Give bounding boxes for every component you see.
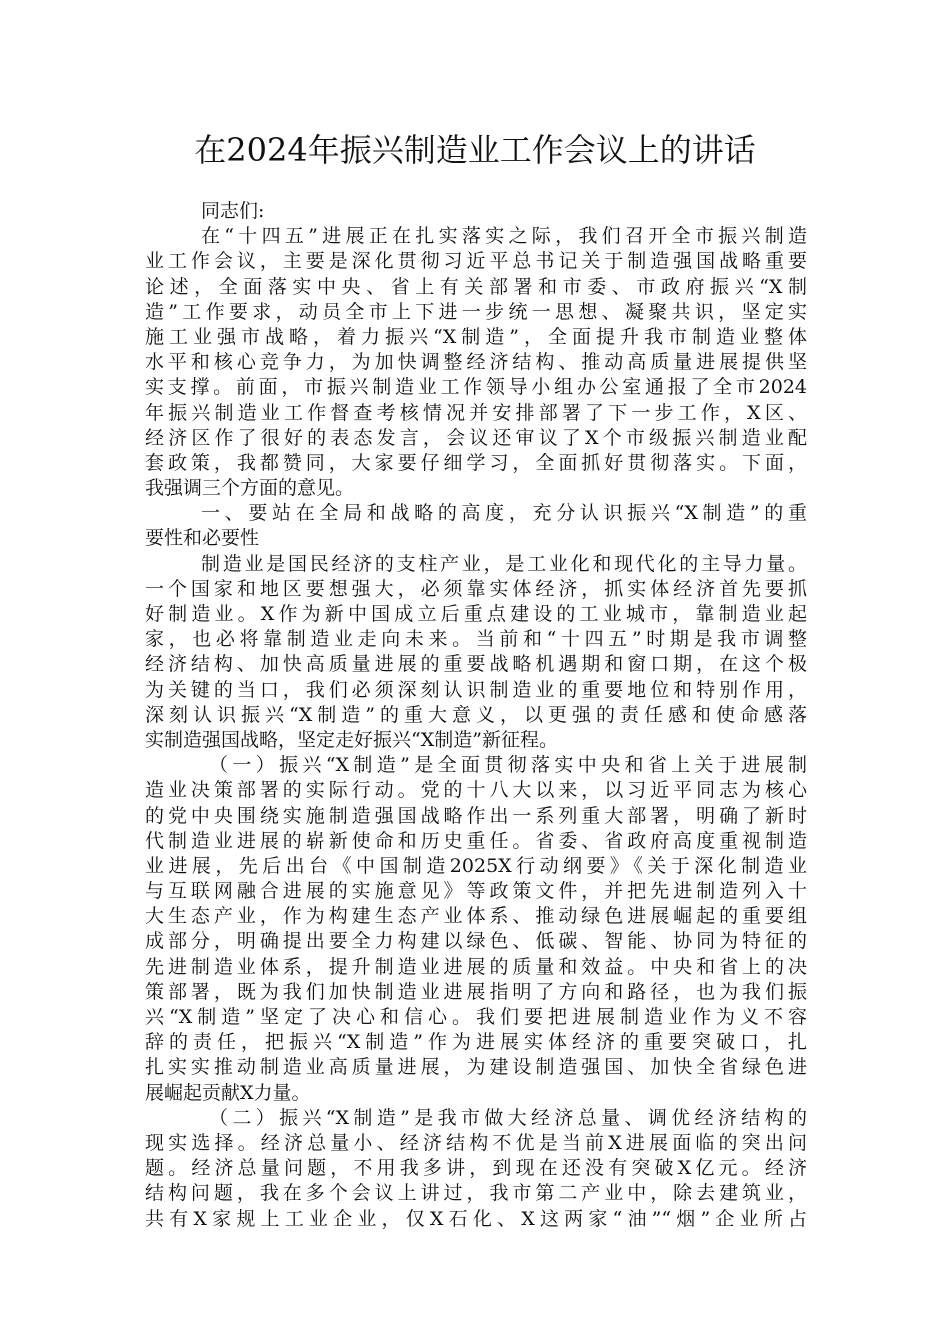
text-line: （一）振兴“X制造”是全面贯彻落实中央和省上关于进展制 — [209, 754, 807, 777]
text-line: 与互联网融合进展的实施意见》等政策文件，并把先进制造列入十 — [145, 880, 807, 903]
text-line: 的党中央围绕实施制造强国战略作出一系列重大部署，明确了新时 — [145, 804, 807, 827]
document-body — [145, 199, 807, 1232]
text-line: 套政策，我都赞同，大家要仔细学习，全面抓好贯彻落实。下面， — [145, 451, 807, 474]
text-line: 一个国家和地区要想强大，必须靠实体经济，抓实体经济首先要抓 — [145, 577, 807, 600]
text-line: 同志们: — [201, 200, 265, 222]
text-line: 业进展，先后出台《中国制造2025X行动纲要》《关于深化制造业 — [145, 854, 807, 877]
text-line: 实制造强国战略，坚定走好振兴“X制造”新征程。 — [145, 728, 558, 751]
page-title: 在2024年振兴制造业工作会议上的讲话 — [194, 131, 756, 169]
text-line: 实支撑。前面，市振兴制造业工作领导小组办公室通报了全市2024 — [145, 376, 807, 399]
text-line: 题。经济总量问题，不用我多讲，到现在还没有突破X亿元。经济 — [145, 1157, 807, 1180]
text-line: 兴“X制造”坚定了决心和信心。我们要把进展制造业作为义不容 — [145, 1006, 807, 1028]
text-line: 在“十四五”进展正在扎实落实之际，我们召开全市振兴制造 — [201, 225, 807, 248]
text-line: 先进制造业体系，提升制造业进展的质量和效益。中央和省上的决 — [145, 955, 807, 978]
text-line: 要性和必要性 — [145, 527, 260, 550]
text-line: 造”工作要求，动员全市上下进一步统一思想、凝聚共识，坚定实 — [145, 300, 807, 323]
text-line: 辞的责任，把振兴“X制造”作为进展实体经济的重要突破口，扎 — [145, 1031, 807, 1054]
text-line: 好制造业。X作为新中国成立后重点建设的工业城市，靠制造业起 — [145, 603, 807, 625]
text-line: 深刻认识振兴“X制造”的重大意义，以更强的责任感和使命感落 — [145, 703, 807, 726]
text-line: 扎实实推动制造业高质量进展，为建设制造强国、加快全省绿色进 — [145, 1056, 807, 1079]
text-line: 水平和核心竞争力，为加快调整经济结构、推动高质量进展提供坚 — [145, 351, 807, 374]
text-line: （二）振兴“X制造”是我市做大经济总量、调优经济结构的 — [209, 1106, 807, 1129]
text-line: 展崛起贡献X力量。 — [145, 1081, 311, 1104]
text-line: 共有X家规上工业企业，仅X石化、X这两家“油”“烟”企业所占 — [145, 1207, 807, 1230]
text-line: 成部分，明确提出要全力构建以绿色、低碳、智能、协同为特征的 — [145, 930, 807, 953]
text-line: 家，也必将靠制造业走向未来。当前和“十四五”时期是我市调整 — [145, 628, 807, 651]
text-line: 施工业强市战略，着力振兴“X制造”，全面提升我市制造业整体 — [145, 325, 807, 348]
text-line: 经济区作了很好的表态发言，会议还审议了X个市级振兴制造业配 — [145, 426, 807, 449]
text-line: 代制造业进展的崭新使命和历史重任。省委、省政府高度重视制造 — [145, 829, 807, 852]
text-line: 年振兴制造业工作督查考核情况并安排部署了下一步工作，X区、 — [145, 401, 807, 424]
text-line: 经济结构、加快高质量进展的重要战略机遇期和窗口期，在这个极 — [145, 653, 807, 676]
text-line: 论述，全面落实中央、省上有关部署和市委、市政府振兴“X制 — [145, 275, 807, 298]
text-line: 制造业是国民经济的支柱产业，是工业化和现代化的主导力量。 — [201, 552, 807, 575]
text-line: 一、要站在全局和战略的高度，充分认识振兴“X制造”的重 — [201, 502, 807, 525]
text-line: 大生态产业，作为构建生态产业体系、推动绿色进展崛起的重要组 — [145, 905, 807, 928]
text-line: 现实选择。经济总量小、经济结构不优是当前X进展面临的突出问 — [145, 1131, 807, 1154]
text-line: 业工作会议，主要是深化贯彻习近平总书记关于制造强国战略重要 — [145, 250, 807, 273]
text-line: 结构问题，我在多个会议上讲过，我市第二产业中，除去建筑业， — [145, 1182, 807, 1205]
text-line: 为关键的当口，我们必须深刻认识制造业的重要地位和特别作用， — [145, 678, 807, 701]
text-line: 我强调三个方面的意见。 — [145, 477, 355, 500]
text-line: 策部署，既为我们加快制造业进展指明了方向和路径，也为我们振 — [145, 980, 807, 1003]
text-line: 造业决策部署的实际行动。党的十八大以来，以习近平同志为核心 — [145, 779, 807, 802]
